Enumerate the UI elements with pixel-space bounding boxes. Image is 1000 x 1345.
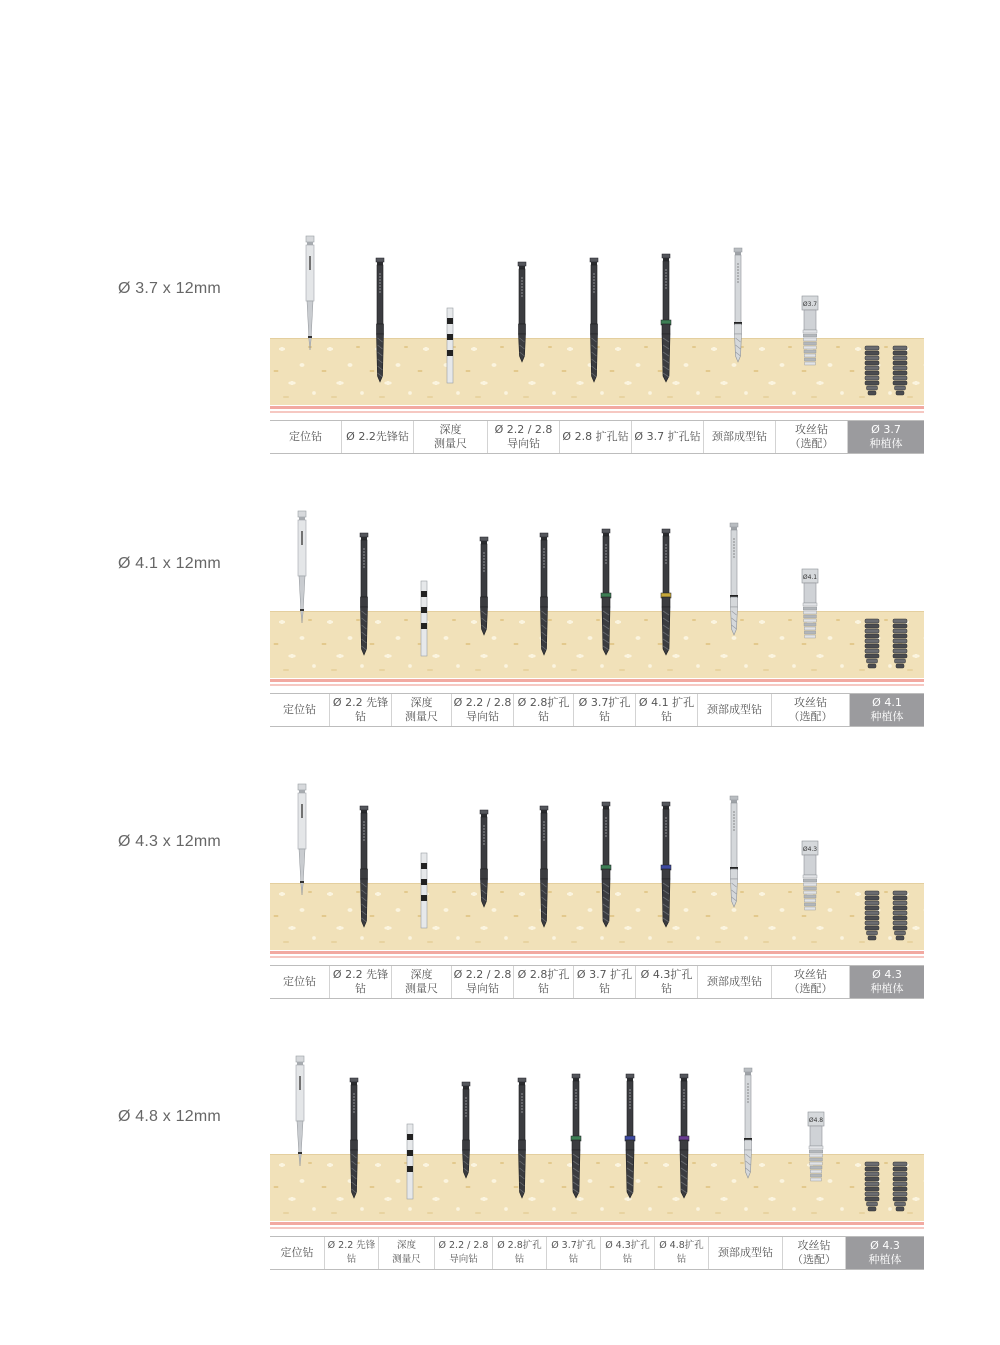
- step-label-line2: 种植体: [868, 1253, 902, 1266]
- step-label-line1: Ø 2.8 扩孔钻: [562, 430, 629, 443]
- step-cell: [698, 694, 772, 726]
- cortical-drill-icon: [714, 505, 754, 661]
- twist-drill-icon: [646, 505, 686, 661]
- step-label-line1: 攻丝钻: [797, 1239, 831, 1252]
- tool-profile: [714, 778, 754, 933]
- step-cell: [783, 1237, 846, 1269]
- drilling-sequence-figure: [270, 230, 924, 450]
- step-label-line1: 颈部成型钻: [718, 1246, 773, 1259]
- step-label-line1: Ø 2.2 先锋钻: [332, 696, 389, 723]
- tool-implant: [866, 1050, 906, 1204]
- implant-cell: [846, 1237, 924, 1269]
- svg-text:Ø3.7: Ø3.7: [802, 301, 818, 308]
- tool-implant: [866, 778, 906, 933]
- step-label-line1: Ø 3.7 扩孔钻: [576, 968, 633, 995]
- tool-twist_ring: [646, 230, 686, 388]
- twist-drill-icon: [646, 230, 686, 388]
- guide-drill-icon: [502, 230, 542, 388]
- step-cell: [772, 966, 850, 998]
- tool-pilot: [344, 778, 384, 933]
- implant-size-label: Ø 3.7 x 12mm: [118, 280, 221, 297]
- step-cell: [698, 966, 772, 998]
- cortical-drill-icon: [714, 778, 754, 933]
- step-label-line1: 定位钻: [283, 703, 316, 716]
- step-label-line1: Ø 2.2 / 2.8: [494, 423, 553, 436]
- step-cell: [379, 1237, 435, 1269]
- locator-drill-icon: [290, 230, 330, 388]
- gum-line-light: [270, 956, 924, 958]
- twist-drill-icon: [524, 778, 564, 933]
- tool-profile: [714, 505, 754, 661]
- step-cell: [270, 694, 330, 726]
- tool-twist: [502, 1050, 542, 1204]
- step-label-line2: 导向钻: [466, 710, 499, 723]
- locator-drill-icon: [280, 1050, 320, 1204]
- twist-drill-icon: [586, 778, 626, 933]
- step-cell: [547, 1237, 601, 1269]
- gum-line-light: [270, 684, 924, 686]
- step-label-line1: Ø 2.2 / 2.8: [438, 1240, 489, 1251]
- tool-twist_ring: [556, 1050, 596, 1204]
- step-cell: [636, 694, 698, 726]
- step-cell: [452, 694, 514, 726]
- step-label-line1: 颈部成型钻: [712, 430, 767, 443]
- step-cell: [342, 421, 414, 453]
- step-cell: [772, 694, 850, 726]
- cortical-drill-icon: [728, 1050, 768, 1204]
- step-cell: [560, 421, 632, 453]
- tool-twist_ring: [586, 778, 626, 933]
- tool-guide: [502, 230, 542, 388]
- pilot-drill-icon: [334, 1050, 374, 1204]
- twist-drill-icon: [574, 230, 614, 388]
- tool-pilot: [334, 1050, 374, 1204]
- locator-drill-icon: [282, 778, 322, 933]
- implant-cell: [850, 694, 924, 726]
- step-label-line1: 定位钻: [289, 430, 322, 443]
- twist-drill-icon: [586, 505, 626, 661]
- tool-locator: [290, 230, 330, 388]
- step-cell: [392, 966, 452, 998]
- step-label-line1: 深度: [410, 696, 433, 709]
- step-label-line1: 定位钻: [280, 1246, 314, 1259]
- tool-gauge: [404, 778, 444, 933]
- step-label-table: [270, 1236, 924, 1270]
- depth-gauge-icon: [390, 1050, 430, 1204]
- guide-drill-icon: [464, 505, 504, 661]
- step-label-line1: Ø 4.8扩孔钻: [659, 1240, 704, 1265]
- cortical-drill-icon: [718, 230, 758, 388]
- tool-pilot: [344, 505, 384, 661]
- tool-locator: [282, 778, 322, 933]
- tool-guide: [464, 778, 504, 933]
- twist-drill-icon: [502, 1050, 542, 1204]
- step-label-line2: 测量尺: [405, 982, 438, 995]
- step-cell: [270, 421, 342, 453]
- step-label-line2: 导向钻: [507, 437, 540, 450]
- implant-icon: [866, 505, 906, 661]
- twist-drill-icon: [646, 778, 686, 933]
- implant-cell: [850, 966, 924, 998]
- step-label-line2: 导向钻: [466, 982, 499, 995]
- step-label-line1: Ø 4.1: [872, 696, 902, 709]
- tool-tap: [796, 1050, 836, 1204]
- pilot-drill-icon: [360, 230, 400, 388]
- step-cell: [574, 694, 636, 726]
- step-label-line1: Ø 4.1 扩孔钻: [638, 696, 695, 723]
- drilling-sequence-figure: [270, 1050, 924, 1270]
- step-label-line1: Ø 3.7 扩孔钻: [634, 430, 701, 443]
- tool-tap: [790, 778, 830, 933]
- step-label-line1: Ø 4.3: [870, 1239, 900, 1252]
- twist-drill-icon: [524, 505, 564, 661]
- step-label-line1: Ø 2.8扩孔钻: [517, 968, 570, 995]
- step-label-line1: 深度: [410, 968, 433, 981]
- tool-guide: [446, 1050, 486, 1204]
- svg-text:Ø4.3: Ø4.3: [802, 846, 818, 853]
- tool-implant: [866, 230, 906, 388]
- step-label-line1: 颈部成型钻: [707, 975, 762, 988]
- step-label-line1: Ø 2.8扩孔钻: [517, 696, 570, 723]
- step-label-line2: 测量尺: [392, 1254, 421, 1265]
- implant-protocol-section: [0, 230, 1000, 470]
- tool-gauge: [430, 230, 470, 388]
- tool-twist_ring: [646, 778, 686, 933]
- step-label-line1: 深度: [439, 423, 462, 436]
- step-label-table: [270, 420, 924, 454]
- step-cell: [514, 966, 574, 998]
- step-label-line1: Ø 2.2 / 2.8: [453, 696, 512, 709]
- gum-line: [270, 406, 924, 409]
- step-cell: [574, 966, 636, 998]
- step-label-line1: Ø 2.2 先锋钻: [332, 968, 389, 995]
- step-cell: [435, 1237, 493, 1269]
- drilling-sequence-figure: [270, 778, 924, 998]
- implant-size-label: Ø 4.1 x 12mm: [118, 555, 221, 572]
- step-label-line2: （选配）: [792, 1253, 836, 1266]
- implant-protocol-section: [0, 505, 1000, 745]
- step-label-line1: Ø 2.8扩孔钻: [497, 1240, 542, 1265]
- tool-twist: [524, 778, 564, 933]
- implant-size-label: Ø 4.3 x 12mm: [118, 833, 221, 850]
- step-label-line2: 测量尺: [434, 437, 467, 450]
- tool-locator: [280, 1050, 320, 1204]
- implant-icon: [866, 1050, 906, 1204]
- tap-icon: [790, 778, 830, 933]
- step-label-line1: Ø 2.2 / 2.8: [453, 968, 512, 981]
- pilot-drill-icon: [344, 778, 384, 933]
- step-cell: [776, 421, 848, 453]
- step-cell: [325, 1237, 379, 1269]
- depth-gauge-icon: [404, 505, 444, 661]
- step-label-line1: Ø 4.3扩孔钻: [605, 1240, 650, 1265]
- step-label-line2: 种植体: [870, 982, 904, 995]
- implant-icon: [866, 778, 906, 933]
- step-cell: [330, 694, 392, 726]
- gum-line: [270, 1222, 924, 1225]
- guide-drill-icon: [464, 778, 504, 933]
- implant-size-label: Ø 4.8 x 12mm: [118, 1108, 221, 1125]
- step-label-line2: 测量尺: [405, 710, 438, 723]
- tool-locator: [282, 505, 322, 661]
- implant-icon: [866, 230, 906, 388]
- gum-line-light: [270, 411, 924, 413]
- depth-gauge-icon: [430, 230, 470, 388]
- step-cell: [330, 966, 392, 998]
- drilling-sequence-figure: [270, 505, 924, 725]
- step-label-line2: 种植体: [870, 710, 904, 723]
- step-label-line2: （选配）: [789, 437, 834, 450]
- step-cell: [514, 694, 574, 726]
- depth-gauge-icon: [404, 778, 444, 933]
- step-label-line1: Ø 3.7扩孔钻: [578, 696, 631, 723]
- step-label-line1: Ø 2.2先锋钻: [346, 430, 409, 443]
- tool-tap: [790, 505, 830, 661]
- step-label-line1: 攻丝钻: [794, 696, 827, 709]
- step-cell: [709, 1237, 783, 1269]
- step-label-line1: Ø 4.3: [872, 968, 902, 981]
- step-cell: [270, 966, 330, 998]
- tool-implant: [866, 505, 906, 661]
- step-cell: [636, 966, 698, 998]
- step-cell: [632, 421, 704, 453]
- tool-gauge: [390, 1050, 430, 1204]
- step-cell: [704, 421, 776, 453]
- twist-drill-icon: [610, 1050, 650, 1204]
- step-label-line1: 定位钻: [283, 975, 316, 988]
- step-label-line2: 种植体: [869, 437, 903, 450]
- tool-twist_ring: [586, 505, 626, 661]
- guide-drill-icon: [446, 1050, 486, 1204]
- step-label-line2: 导向钻: [449, 1254, 478, 1265]
- tool-pilot: [360, 230, 400, 388]
- step-cell: [601, 1237, 655, 1269]
- tool-profile: [728, 1050, 768, 1204]
- tap-icon: [790, 505, 830, 661]
- tool-twist_ring: [610, 1050, 650, 1204]
- svg-text:Ø4.8: Ø4.8: [808, 1117, 824, 1124]
- step-cell: [392, 694, 452, 726]
- svg-text:Ø4.1: Ø4.1: [802, 574, 818, 581]
- tool-tap: [790, 230, 830, 388]
- tool-twist_ring: [646, 505, 686, 661]
- implant-protocol-section: [0, 778, 1000, 1018]
- step-label-line1: Ø 3.7: [871, 423, 901, 436]
- step-label-line1: 攻丝钻: [794, 968, 827, 981]
- step-label-line1: 攻丝钻: [795, 423, 828, 436]
- step-label-line1: Ø 3.7扩孔钻: [551, 1240, 596, 1265]
- twist-drill-icon: [556, 1050, 596, 1204]
- implant-protocol-section: [0, 1050, 1000, 1290]
- tool-gauge: [404, 505, 444, 661]
- step-label-table: [270, 965, 924, 999]
- tap-icon: [796, 1050, 836, 1204]
- locator-drill-icon: [282, 505, 322, 661]
- step-cell: [452, 966, 514, 998]
- twist-drill-icon: [664, 1050, 704, 1204]
- step-cell: [414, 421, 488, 453]
- step-cell: [493, 1237, 547, 1269]
- step-cell: [488, 421, 560, 453]
- step-label-line1: Ø 4.3扩孔钻: [640, 968, 693, 995]
- tool-twist_ring: [664, 1050, 704, 1204]
- tool-twist: [524, 505, 564, 661]
- step-cell: [655, 1237, 709, 1269]
- implant-cell: [848, 421, 924, 453]
- step-cell: [270, 1237, 325, 1269]
- step-label-table: [270, 693, 924, 727]
- tool-twist: [574, 230, 614, 388]
- pilot-drill-icon: [344, 505, 384, 661]
- gum-line: [270, 951, 924, 954]
- step-label-line1: Ø 2.2 先锋钻: [327, 1240, 376, 1265]
- step-label-line2: （选配）: [788, 710, 833, 723]
- tap-icon: [790, 230, 830, 388]
- gum-line: [270, 679, 924, 682]
- gum-line-light: [270, 1227, 924, 1229]
- step-label-line1: 颈部成型钻: [707, 703, 762, 716]
- tool-profile: [718, 230, 758, 388]
- step-label-line2: （选配）: [788, 982, 833, 995]
- step-label-line1: 深度: [396, 1240, 416, 1251]
- tool-guide: [464, 505, 504, 661]
